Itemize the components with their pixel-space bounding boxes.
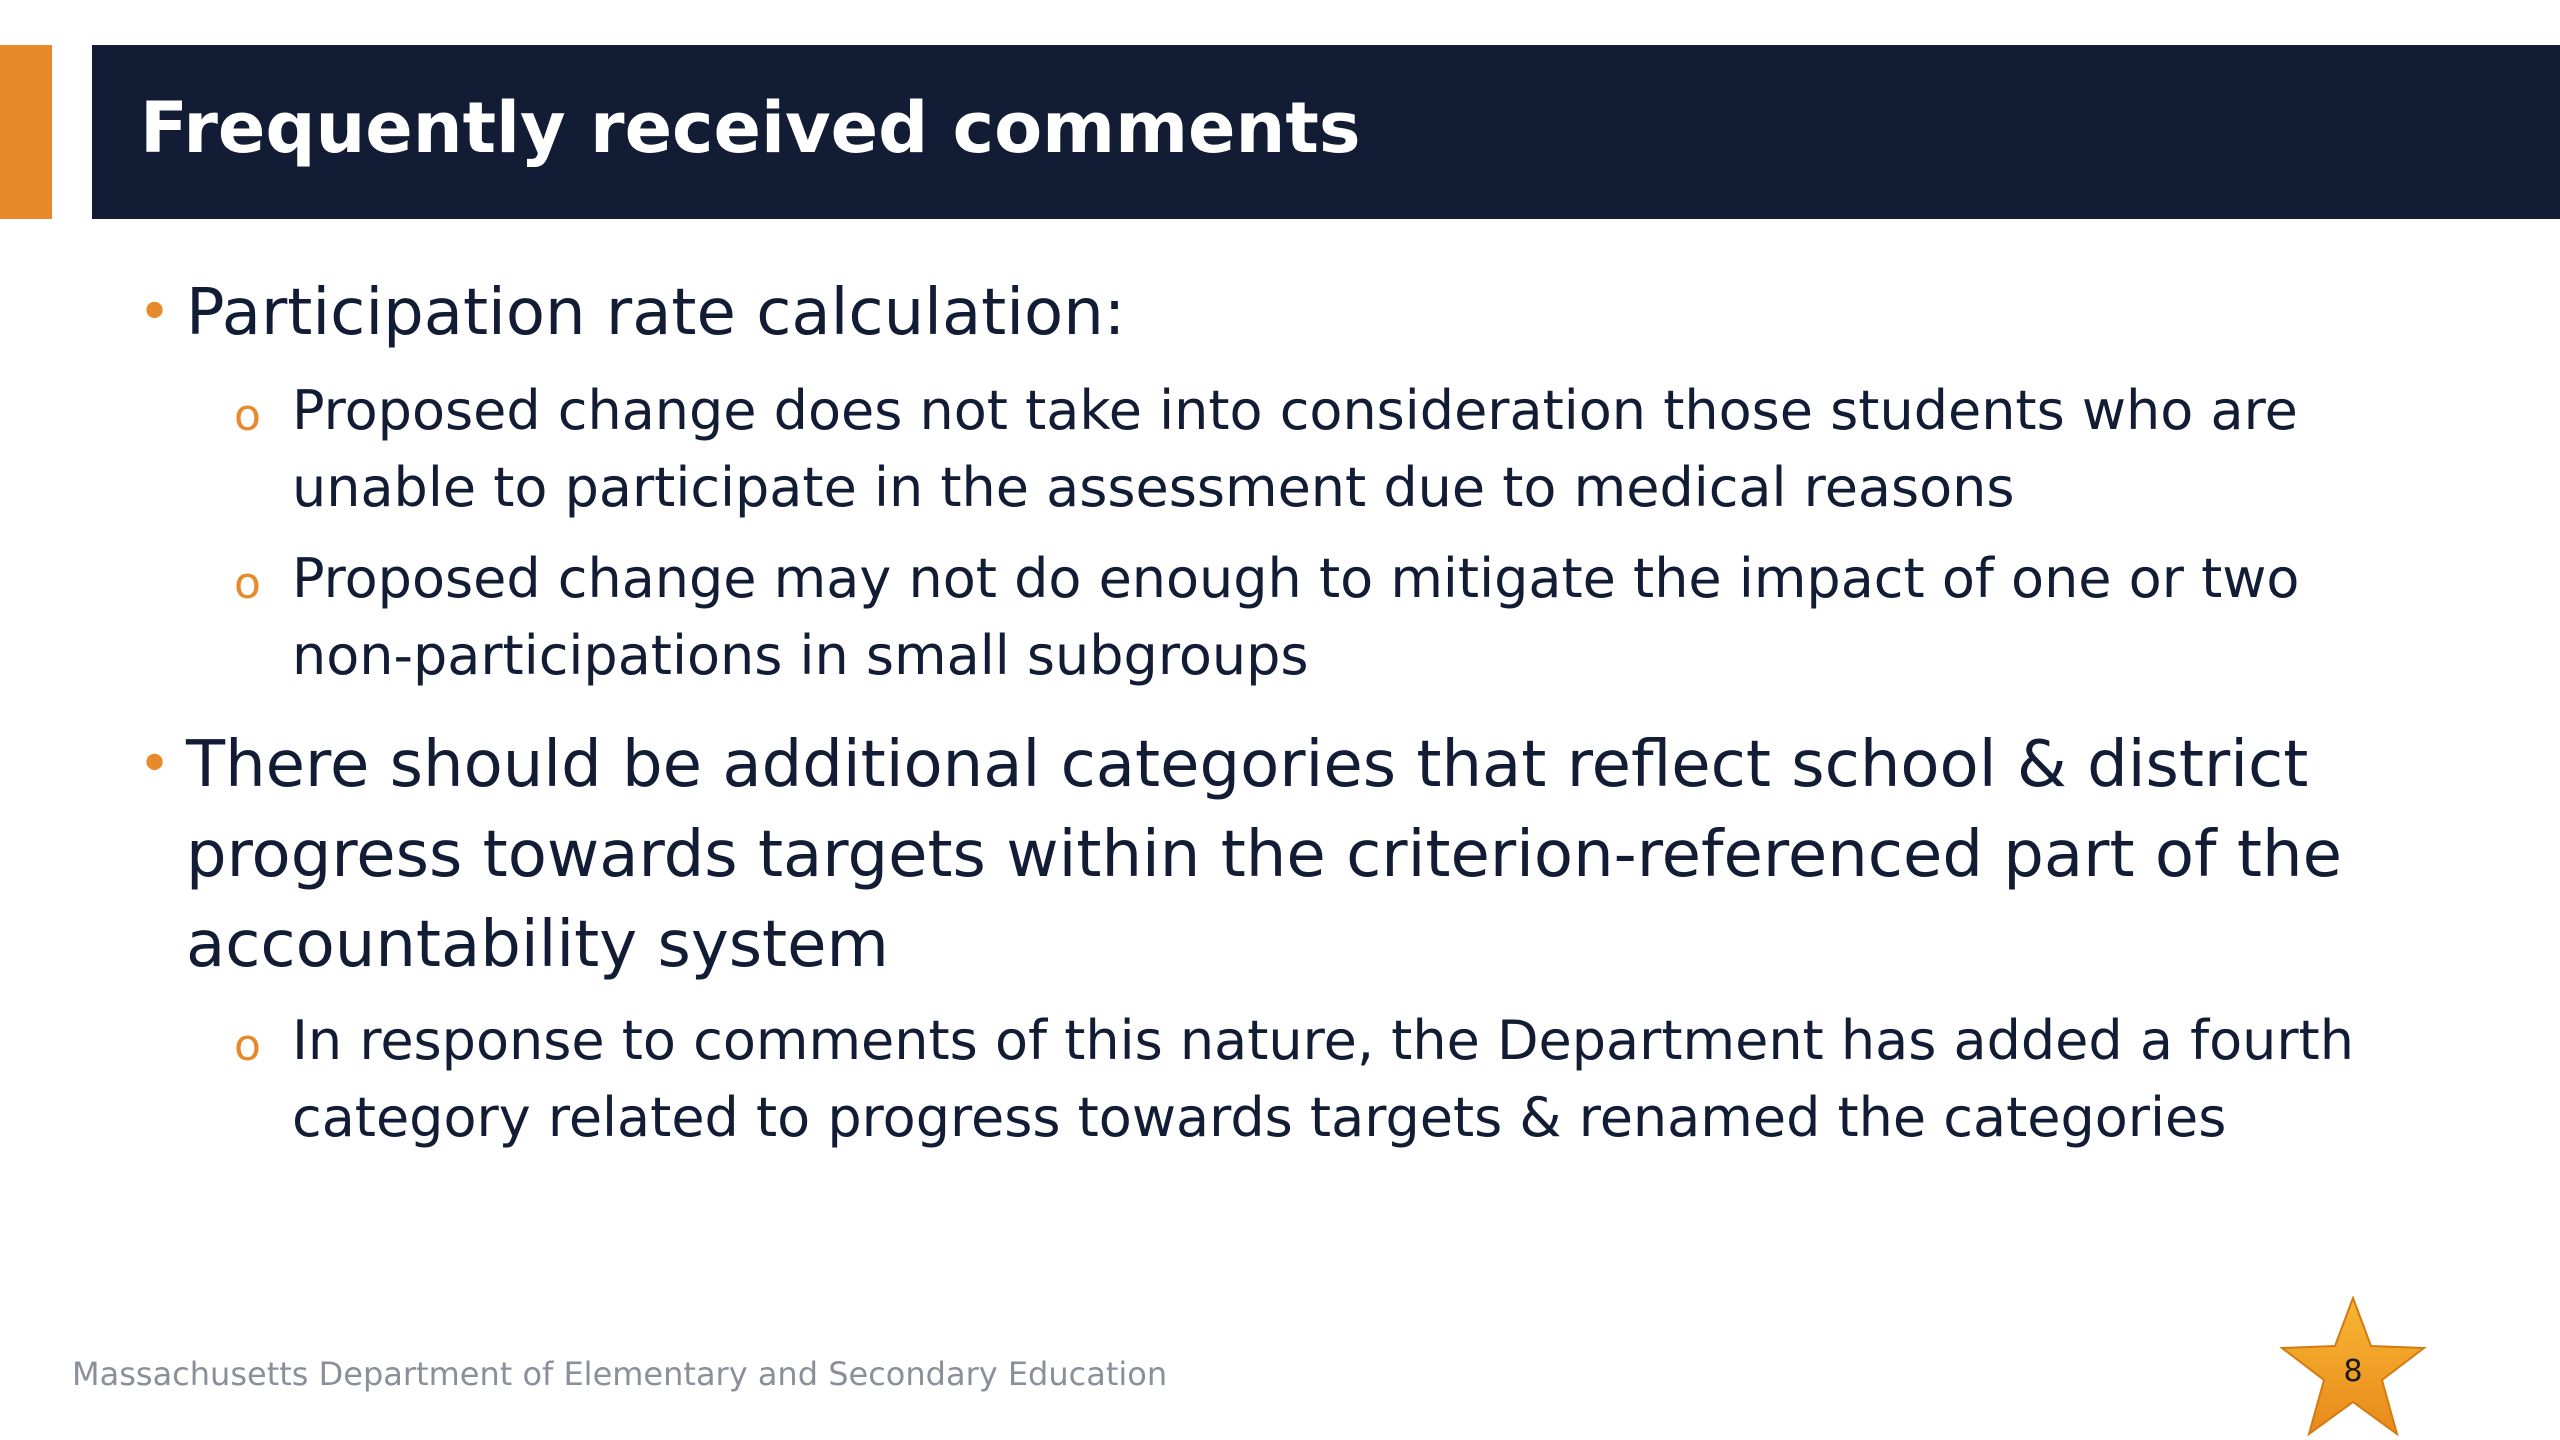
footer-organization: Massachusetts Department of Elementary and Secondary Education [72, 1355, 1168, 1393]
sub-bullet-text: Proposed change does not take into consideration those students who are unable to participate in the assessment due to medical reasons [292, 379, 2298, 519]
bullet-dot-icon: • [138, 280, 172, 345]
sub-bullet-text: In response to comments of this nature, the Department has added a fourth category related to progress towards targets & renamed the categories [292, 1009, 2354, 1149]
sub-bullet-text: Proposed change may not do enough to mitigate the impact of one or two non-participations in small subgroups [292, 547, 2300, 687]
bullet-dot-icon: • [138, 732, 172, 797]
bullet-text: There should be additional categories that reflect school & district progress towards targets within the criterion-referenced part of the accountability system [186, 728, 2342, 982]
sub-bullet-circle-icon: o [234, 390, 261, 441]
sub-bullet-circle-icon: o [234, 558, 261, 609]
sub-bullet-circle-icon: o [234, 1020, 261, 1071]
bullet-text: Participation rate calculation: [186, 276, 1126, 350]
page-number-badge [2278, 1296, 2428, 1440]
page-title: Frequently received comments [140, 87, 1361, 169]
page-number: 8 [2343, 1354, 2363, 1389]
